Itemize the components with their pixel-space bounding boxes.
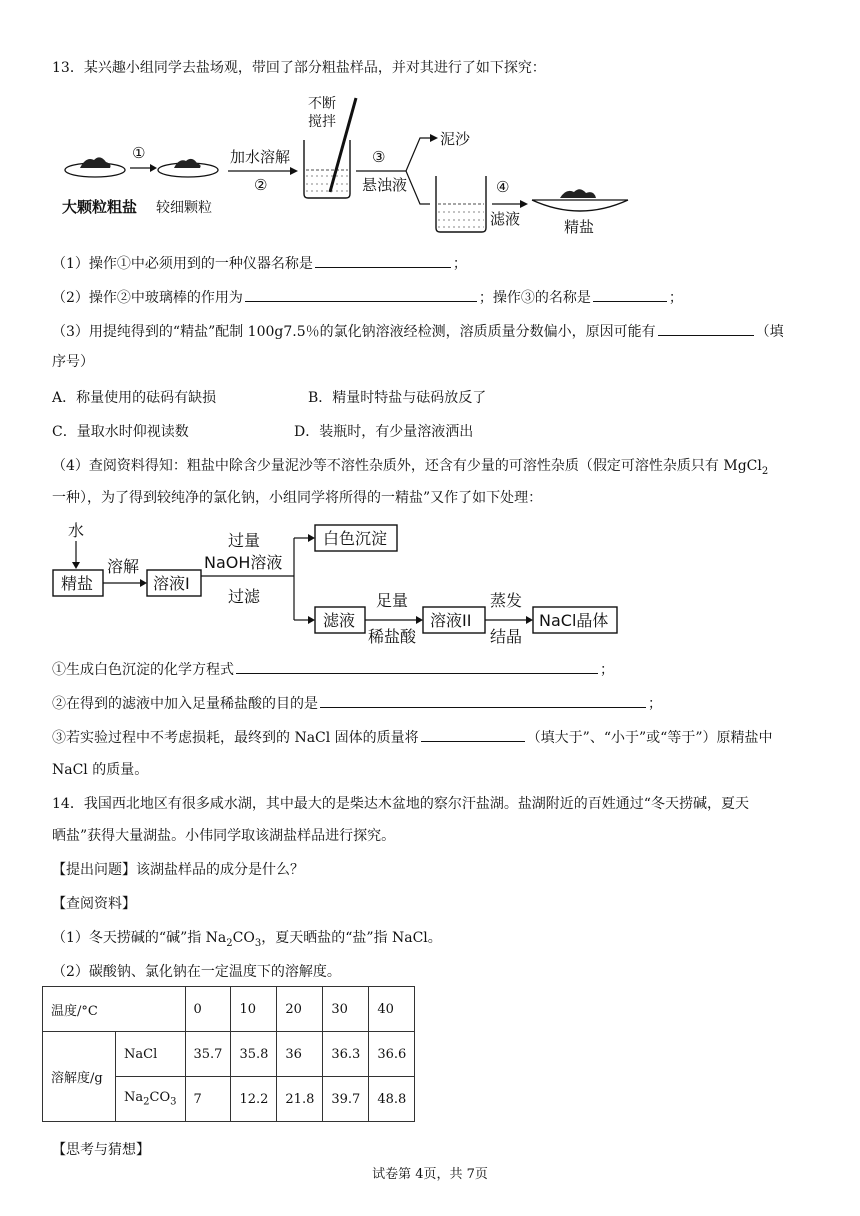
stir-label-2: 搅拌: [308, 114, 336, 130]
table-cell: 36: [277, 1032, 323, 1077]
q13-part1-text: （1）操作①中必须用到的一种仪器名称是: [52, 256, 313, 272]
excess-label: 过量: [228, 531, 261, 550]
q13-part3-text-b: （填: [755, 324, 784, 340]
filtrate-label: 滤液: [490, 210, 521, 228]
table-cell: 39.7: [323, 1077, 369, 1122]
q13-part2-text-b: ；操作③的名称是: [478, 290, 591, 306]
suspension-label: 悬浊液: [362, 176, 408, 194]
q14-r2: （2）碳酸钠、氯化钠在一定温度下的溶解度。: [52, 964, 341, 980]
flow-diagram: [50, 516, 630, 650]
solution2-label: 溶液II: [430, 611, 472, 630]
table-cell: 20: [277, 987, 323, 1032]
table-cell: 48.8: [369, 1077, 415, 1122]
option-a: A．称量使用的砝码有缺损: [52, 390, 217, 406]
answer-blank[interactable]: [236, 658, 598, 674]
subscript: 2: [226, 937, 233, 949]
table-cell: 12.2: [231, 1077, 277, 1122]
table-cell: 36.6: [369, 1032, 415, 1077]
q13-part4: [52, 456, 768, 482]
temp-header: 温度/°C: [43, 987, 186, 1032]
subscript: 2: [761, 465, 769, 477]
q13-part3-text: （3）用提纯得到的“精盐”配制 100g7.5％的氯化钠溶液经检测，溶质质量分数偏小，原因可能有: [52, 324, 656, 340]
dilute-hcl-label: 稀盐酸: [368, 627, 417, 646]
option-d: D．装瓶时，有少量溶液洒出: [294, 424, 474, 440]
solubility-label: 溶解度/g: [43, 1032, 116, 1122]
sub-q3: [52, 726, 772, 748]
answer-blank[interactable]: [245, 286, 477, 302]
table-cell: 35.7: [185, 1032, 231, 1077]
stir-label-1: 不断: [308, 96, 336, 112]
evap-label-2: 结晶: [490, 627, 523, 646]
table-row: [43, 987, 415, 1032]
table-cell: 30: [323, 987, 369, 1032]
q14-stem-2: 晒盐”获得大量湖盐。小伟同学取该湖盐样品进行探究。: [52, 828, 396, 844]
r1-text-a: （1）冬天捞碱的“碱”指 Na: [52, 930, 227, 946]
option-b: B．精量时特盐与砝码放反了: [308, 390, 487, 406]
beaker-with-stirring-rod: [304, 98, 356, 198]
coarse-salt-dish: [65, 157, 125, 177]
fine-salt-dish: [158, 159, 218, 177]
q13-part3-cont: 序号）: [52, 354, 94, 370]
q13-part4-cont: 一种），为了得到较纯净的氯化钠，小组同学将所得的一精盐”又作了如下处理：: [52, 490, 543, 506]
table-cell: 0: [185, 987, 231, 1032]
answer-blank[interactable]: [315, 252, 451, 268]
punct: ；: [668, 290, 683, 306]
table-cell: 36.3: [323, 1032, 369, 1077]
option-c: C．量取水时仰视读数: [52, 424, 189, 440]
nacl-label: NaCl: [116, 1032, 186, 1077]
sub-q3-text: ③若实验过程中不考虑损耗，最终到的 NaCl 固体的质量将: [52, 730, 419, 746]
punct: ；: [600, 662, 614, 678]
punct: ；: [648, 696, 662, 712]
sub-q3-text-b: （填大于”、“小于”或“等于”）原精盐中: [526, 730, 773, 746]
q13-part2-text: （2）操作②中玻璃棒的作用为: [52, 290, 243, 306]
filtrate-beaker: [436, 176, 486, 232]
water-label: 水: [68, 521, 85, 540]
solution1-label: 溶液I: [153, 574, 190, 593]
answer-blank[interactable]: [320, 692, 646, 708]
solubility-table: [42, 986, 415, 1122]
filtrate-box-label: 滤液: [323, 611, 356, 630]
coarse-salt-label: 大颗粒粗盐: [62, 198, 138, 216]
sub-q1-text: ①生成白色沉淀的化学方程式: [52, 662, 234, 678]
jingyan-label: 精盐: [61, 574, 94, 593]
sub-q2-text: ②在得到的滤液中加入足量稀盐酸的目的是: [52, 696, 318, 712]
subscript: 3: [254, 937, 262, 949]
answer-blank[interactable]: [421, 726, 525, 742]
fine-salt-label: 精盐: [564, 218, 595, 236]
sub-q1: [52, 658, 614, 680]
dissolve-step-label: 溶解: [107, 557, 140, 576]
evaporating-dish: [532, 189, 628, 211]
answer-blank[interactable]: [658, 320, 754, 336]
step3-label: ③: [372, 148, 386, 166]
table-cell: 7: [185, 1077, 231, 1122]
sufficient-label: 足量: [376, 591, 409, 610]
page-footer: 试卷第 4页，共 7页: [372, 1167, 488, 1182]
answer-blank[interactable]: [593, 286, 667, 302]
q13-part1: [52, 252, 467, 274]
table-cell: 21.8: [277, 1077, 323, 1122]
table-row: [43, 1032, 415, 1077]
table-cell: 10: [231, 987, 277, 1032]
step4-label: ④: [496, 178, 510, 196]
q13-stem: 13．某兴趣小组同学去盐场观，带回了部分粗盐样品，并对其进行了如下探究：: [52, 60, 546, 76]
naoh-label: NaOH溶液: [204, 553, 283, 572]
precipitate-label: 白色沉淀: [323, 529, 388, 548]
q14-ask: 【提出问题】该湖盐样品的成分是什么？: [52, 862, 304, 878]
crystal-label: NaCl晶体: [539, 611, 609, 630]
q14-stem-1: 14．我国西北地区有很多咸水湖，其中最大的是柴达木盆地的察尔汗盐湖。盐湖附近的百姓通过“冬天捞碱，夏天: [52, 796, 749, 812]
dissolve-label: 加水溶解: [230, 148, 291, 166]
fine-particles-label: 较细颗粒: [156, 200, 212, 216]
purification-diagram: [50, 92, 630, 242]
q14-r1: [52, 928, 442, 954]
step2-label: ②: [254, 176, 268, 194]
step1-label: ①: [132, 144, 146, 162]
q14-think: 【思考与猜想】: [52, 1142, 150, 1158]
q14-research: 【查阅资料】: [52, 896, 136, 912]
q13-part2: [52, 286, 683, 308]
q13-part4-text: （4）查阅资料得知：粗盐中除含少量泥沙等不溶性杂质外，还含有少量的可溶性杂质（假定可溶性杂质只有 MgCl: [52, 458, 762, 474]
table-cell: 40: [369, 987, 415, 1032]
table-cell: 35.8: [231, 1032, 277, 1077]
sand-label: 泥沙: [440, 130, 471, 148]
q13-part3: [52, 320, 784, 342]
sub-q2: [52, 692, 662, 714]
punct: ；: [452, 256, 467, 272]
sub-q3-cont: NaCl 的质量。: [52, 762, 149, 778]
r1-text-b: CO: [232, 930, 255, 946]
evap-label-1: 蒸发: [490, 591, 523, 610]
r1-text-c: ，夏天晒盐的“盐”指 NaCl。: [261, 930, 442, 946]
na2co3-label: $Na_2CO_3$: [116, 1077, 186, 1122]
filter-label: 过滤: [228, 587, 261, 606]
